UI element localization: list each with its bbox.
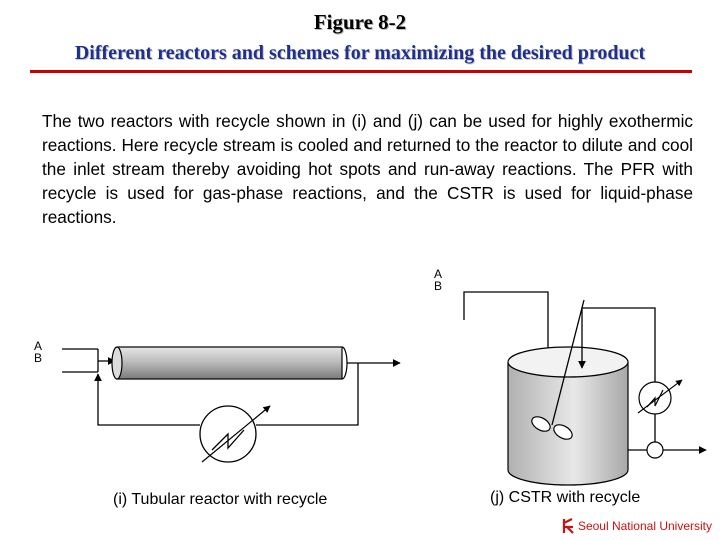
cstr-feed-labels xyxy=(434,268,442,292)
cstr-pump-icon xyxy=(647,442,663,458)
description-paragraph: The two reactors with recycle shown in (i) and (j) can be used for highly exothermic reactions. Here recycle stream is cooled and returned to the reactor to dilute and cool the inlet stream thereby avoiding hot spots and run-away reactions. The PFR with recycle is used for gas-phase reactions, and the CSTR is used for liquid-phase reactions. xyxy=(42,111,693,227)
slide-title: Figure 8-2 xyxy=(313,10,407,34)
pfr-feed-a-label: A xyxy=(34,339,43,353)
cstr-feed-b-label: B xyxy=(434,279,443,293)
pfr-caption: (i) Tubular reactor with recycle xyxy=(113,491,328,508)
tubular-reactor xyxy=(117,347,342,379)
slide-subtitle: Different reactors and schemes for maximizing the desired product xyxy=(74,42,646,64)
tubular-reactor-inlet-end xyxy=(112,347,122,379)
cstr-feed-a-label: A xyxy=(434,267,443,281)
footer-branding xyxy=(561,518,712,534)
snu-logo-icon xyxy=(561,518,575,534)
pfr-feed-labels xyxy=(34,340,42,364)
cstr-tank xyxy=(508,362,628,485)
cstr-system xyxy=(464,292,706,485)
cstr-caption: (j) CSTR with recycle xyxy=(490,489,641,506)
pfr-system xyxy=(62,347,400,462)
tubular-reactor-outlet-end xyxy=(342,347,347,379)
pfr-feed-b-label: B xyxy=(34,351,43,365)
pfr-recycle-return xyxy=(98,374,200,425)
university-name: Seoul National University xyxy=(577,519,712,533)
